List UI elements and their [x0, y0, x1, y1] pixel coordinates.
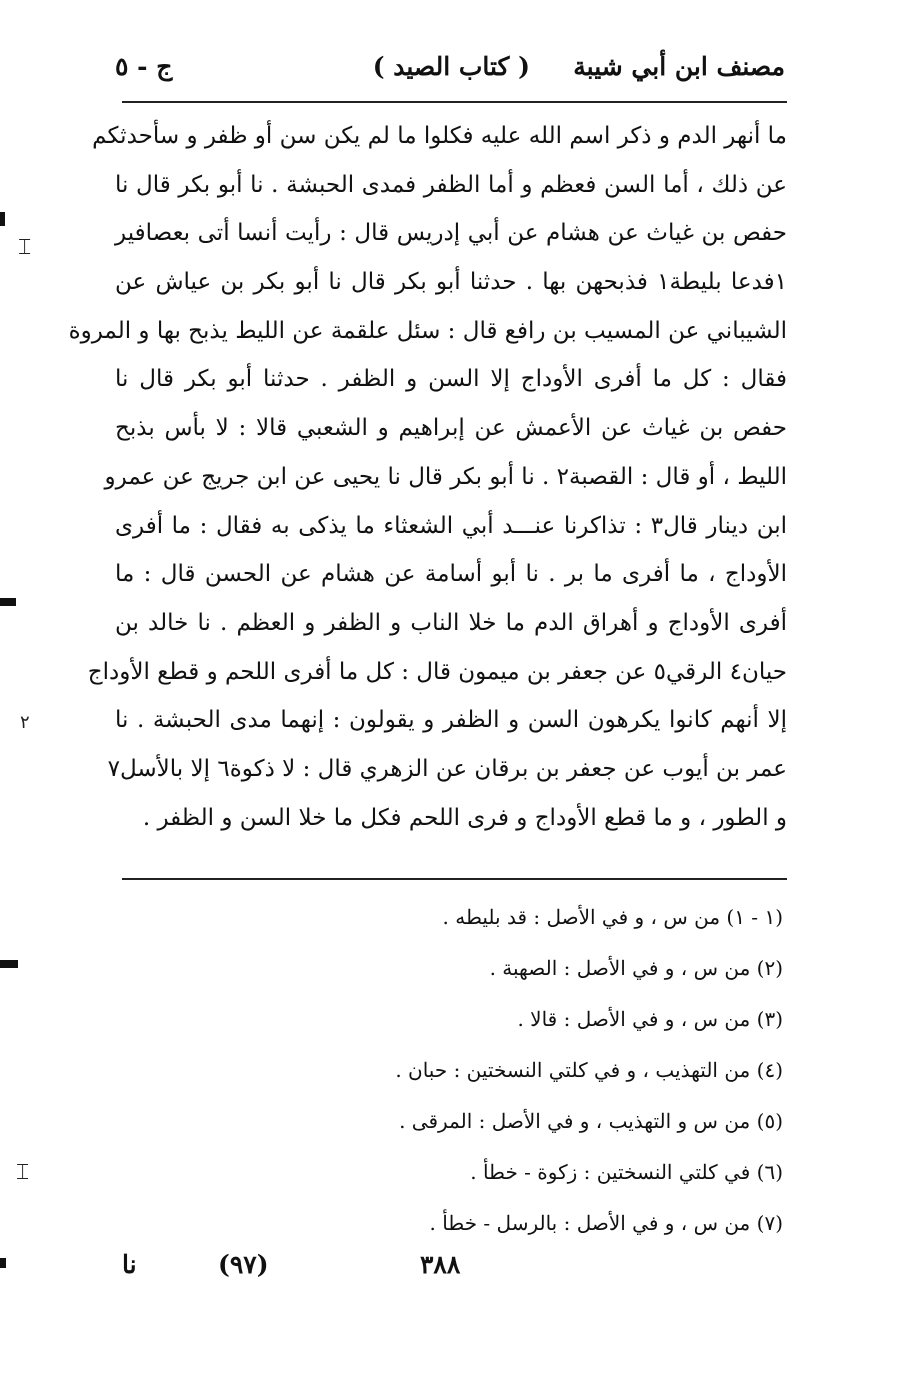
volume-label: ج - ٥ — [115, 52, 173, 81]
footnote: (٦) في كلتي النسختين : زكوة - خطأ . — [470, 1160, 783, 1184]
text-line: عن ذلك ، أما السن فعظم و أما الظفر فمدى الحبشة . نا أبو بكر قال نا — [115, 171, 787, 198]
footnote: (٧) من س ، و في الأصل : بالرسل - خطأ . — [429, 1211, 783, 1235]
text-line: ما أنهر الدم و ذكر اسم الله عليه فكلوا ما لم يكن سن أو ظفر و سأحدثكم — [92, 123, 787, 149]
text-line: فقال : كل ما أفرى الأوداج إلا السن و الظفر . حدثنا أبو بكر قال نا — [115, 366, 787, 393]
footnote: (٥) من س و التهذيب ، و في الأصل : المرقى . — [399, 1109, 783, 1133]
margin-mark: ⌶ — [18, 235, 32, 260]
text-line: حفص بن غياث عن هشام عن أبي إدريس قال : رأيت أنسا أتى بعصافير — [115, 220, 787, 247]
text-line: الشيباني عن المسيب بن رافع قال : سئل علقمة عن الليط يذبح بها و المروة — [68, 317, 787, 344]
footnote-rule — [122, 878, 787, 880]
text-line: حفص بن غياث عن الأعمش عن إبراهيم و الشعبي قالا : لا بأس بذبح — [115, 415, 787, 442]
margin-number: ٢ — [20, 712, 30, 733]
header-rule — [122, 101, 787, 103]
text-line: حيان٤ الرقي٥ عن جعفر بن ميمون قال : كل ما أفرى اللحم و قطع الأوداج — [87, 658, 787, 685]
footnote: (٣) من س ، و في الأصل : قالا . — [517, 1007, 783, 1031]
book-title: مصنف ابن أبي شيبة — [573, 52, 785, 81]
footnote: (٢) من س ، و في الأصل : الصهبة . — [489, 956, 783, 980]
margin-mark: ⌶ — [16, 1160, 30, 1185]
page-number: ٣٨٨ — [420, 1250, 461, 1279]
text-line: الأوداج ، ما أفرى ما بر . نا أبو أسامة عن هشام عن الحسن قال : ما — [115, 561, 787, 588]
text-line: عمر بن أيوب عن جعفر بن برقان عن الزهري قال : لا ذكوة٦ إلا بالأسل٧ — [107, 755, 787, 782]
scan-edge-mark — [0, 1258, 6, 1268]
text-line: أفرى الأوداج و أهراق الدم ما خلا الناب و الظفر و العظم . نا خالد بن — [115, 609, 787, 636]
running-header — [115, 52, 785, 92]
scan-edge-mark — [0, 598, 16, 606]
footnote: (١ - ١) من س ، و في الأصل : قد بليطه . — [442, 905, 783, 929]
text-line: الليط ، أو قال : القصبة٢ . نا أبو بكر قال نا يحيى عن ابن جريج عن عمرو — [104, 463, 787, 490]
footnotes — [300, 892, 783, 1249]
text-line: ابن دينار قال٣ : تذاكرنا عنـــد أبي الشعثاء ما يذكى به فقال : ما أفرى — [115, 512, 787, 539]
original-page-number: (٩٧) — [218, 1250, 269, 1279]
text-line: و الطور ، و ما قطع الأوداج و فرى اللحم فكل ما خلا السن و الظفر . — [142, 804, 787, 831]
catchword: نا — [122, 1250, 137, 1279]
main-text — [68, 112, 787, 842]
text-line: إلا أنهم كانوا يكرهون السن و الظفر و يقولون : إنهما مدى الحبشة . نا — [115, 707, 787, 734]
footnote: (٤) من التهذيب ، و في كلتي النسختين : حبان . — [395, 1058, 783, 1082]
chapter-title: ( كتاب الصيد ) — [372, 52, 530, 81]
scan-edge-mark — [0, 960, 18, 968]
text-line: ١فدعا بليطة١ فذبحهن بها . حدثنا أبو بكر قال نا أبو بكر بن عياش عن — [115, 269, 787, 296]
scan-edge-mark — [0, 212, 5, 226]
